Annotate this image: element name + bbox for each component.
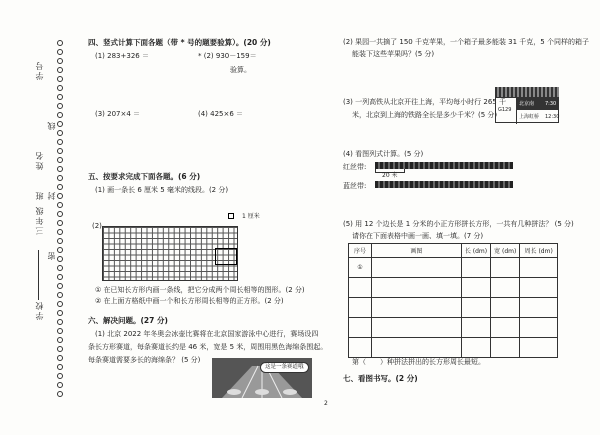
section5-q1: (1) 画一条长 6 厘米 5 毫米的线段。(2 分) bbox=[95, 186, 229, 194]
number-label: 学号 bbox=[35, 60, 44, 80]
table-header: 长 (dm) bbox=[461, 244, 490, 258]
unit-square bbox=[228, 213, 234, 219]
table-row bbox=[349, 258, 558, 278]
table-cell[interactable] bbox=[371, 298, 461, 318]
red-ribbon-label: 红丝带: bbox=[343, 163, 367, 171]
section6-q4-title: (4) 看图列式计算。(5 分) bbox=[343, 150, 424, 158]
result-line: 第（ ）种拼法拼出的长方形周长最短。 bbox=[352, 358, 485, 366]
table-cell[interactable] bbox=[461, 318, 490, 338]
table-cell bbox=[349, 278, 372, 298]
table-cell[interactable] bbox=[491, 278, 520, 298]
speech-bubble: 这是一条赛道哦 bbox=[260, 362, 309, 373]
blue-ribbon-label: 蓝丝带: bbox=[343, 182, 367, 190]
seal-dot-column bbox=[55, 40, 65, 400]
table-cell[interactable] bbox=[371, 338, 461, 358]
page-number: 2 bbox=[324, 400, 328, 407]
train-timetable bbox=[495, 97, 559, 123]
table-header: 宽 (dm) bbox=[491, 244, 520, 258]
name-label: 姓名 bbox=[35, 150, 44, 170]
section6-q5-line2: 请你在下面表格中画一画、填一填。(7 分) bbox=[352, 232, 484, 240]
seal-char-xian: 线 bbox=[47, 120, 56, 130]
section6-q3-line1: (3) 一列高铁从北京开往上海，平均每小时行 265 千 bbox=[343, 98, 506, 106]
table-cell[interactable] bbox=[520, 298, 558, 318]
table-cell[interactable] bbox=[461, 338, 490, 358]
table-row bbox=[349, 318, 558, 338]
section7-title: 七、看图书写。(2 分) bbox=[343, 374, 418, 383]
table-cell[interactable] bbox=[520, 318, 558, 338]
seal-char-mi: 密 bbox=[47, 250, 56, 260]
table-cell[interactable] bbox=[461, 258, 490, 278]
section6-q3-line2: 米，北京到上海的铁路全长是多少千米？(5 分) bbox=[352, 111, 498, 119]
table-cell[interactable] bbox=[491, 338, 520, 358]
section4-title: 四、竖式计算下面各题（带 * 号的题要验算）。(20 分) bbox=[88, 38, 271, 47]
table-cell[interactable] bbox=[520, 278, 558, 298]
school-line bbox=[38, 250, 39, 300]
section4-check: 验算。 bbox=[230, 66, 251, 74]
table-cell: ① bbox=[349, 258, 372, 278]
section6-q1-line1: (1) 北京 2022 年冬奥会冰壶比赛将在北京国家游泳中心进行，赛场设四 bbox=[95, 330, 319, 338]
table-header: 周长 (dm) bbox=[520, 244, 558, 258]
class-label: 班 bbox=[35, 190, 44, 200]
blue-ribbon-bar bbox=[375, 181, 513, 188]
given-rectangle bbox=[215, 248, 237, 265]
table-row bbox=[349, 338, 558, 358]
table-cell[interactable] bbox=[520, 338, 558, 358]
table-cell[interactable] bbox=[491, 258, 520, 278]
table-cell[interactable] bbox=[491, 318, 520, 338]
section5-sub1: ① 在已知长方形内画一条线，把它分成两个周长相等的图形。(2 分) bbox=[95, 286, 305, 294]
table-cell bbox=[349, 318, 372, 338]
table-header: 序号 bbox=[349, 244, 372, 258]
section5-q2: (2) bbox=[92, 222, 102, 230]
section6-q1-line3: 每条赛道需要多长的海绵条？ (5 分) bbox=[88, 356, 201, 364]
section6-title: 六、解决问题。(27 分) bbox=[88, 316, 168, 325]
section6-q1-line2: 条长方形赛道，每条赛道长约是 46 米，宽是 5 米，周围用黑色海绵条围起。 bbox=[88, 343, 328, 351]
grade-label: 三年级 bbox=[35, 205, 44, 235]
train-image bbox=[495, 87, 559, 97]
seal-char-feng: 封 bbox=[47, 190, 56, 200]
section5-sub2: ② 在上面方格纸中画一个和长方形周长相等的正方形。(2 分) bbox=[95, 297, 284, 305]
table-cell[interactable] bbox=[371, 318, 461, 338]
section4-q3: (3) 207×4 ＝ bbox=[95, 110, 141, 118]
table-row bbox=[349, 278, 558, 298]
table-cell[interactable] bbox=[491, 298, 520, 318]
section4-q4: (4) 425×6 ＝ bbox=[198, 110, 244, 118]
table-cell[interactable] bbox=[371, 258, 461, 278]
train-code: G129 bbox=[498, 107, 512, 113]
table-cell bbox=[349, 338, 372, 358]
table-header-row bbox=[349, 244, 558, 258]
section6-q2-line1: (2) 果园一共摘了 150 千克苹果，一个箱子最多能装 31 千克，5 个同样的箱子 bbox=[343, 38, 589, 46]
table-row bbox=[349, 298, 558, 318]
table-cell[interactable] bbox=[371, 278, 461, 298]
section6-q2-line2: 能装下这些苹果吗？(5 分) bbox=[352, 50, 435, 58]
length-label: 20 米 bbox=[382, 172, 398, 179]
school-label: 学校 bbox=[35, 300, 44, 320]
section5-title: 五、按要求完成下面各题。(6 分) bbox=[88, 172, 201, 181]
table-header: 画图 bbox=[371, 244, 461, 258]
table-cell bbox=[349, 298, 372, 318]
table-cell[interactable] bbox=[520, 258, 558, 278]
timetable-row1: 北京南 7:30 bbox=[517, 98, 558, 110]
timetable-row2: 上海虹桥 12:30 bbox=[519, 114, 560, 120]
unit-label: 1 厘米 bbox=[242, 213, 260, 220]
red-ribbon-bar bbox=[375, 162, 513, 169]
section4-q2: * (2) 930－159＝ bbox=[198, 52, 257, 60]
section6-q5-line1: (5) 用 12 个边长是 1 分米的小正方形拼长方形，一共有几种拼法？ (5 分) bbox=[343, 220, 574, 228]
table-cell[interactable] bbox=[461, 278, 490, 298]
arrangement-table bbox=[348, 243, 558, 358]
section4-q1: (1) 283+326 ＝ bbox=[95, 52, 149, 60]
table-cell[interactable] bbox=[461, 298, 490, 318]
